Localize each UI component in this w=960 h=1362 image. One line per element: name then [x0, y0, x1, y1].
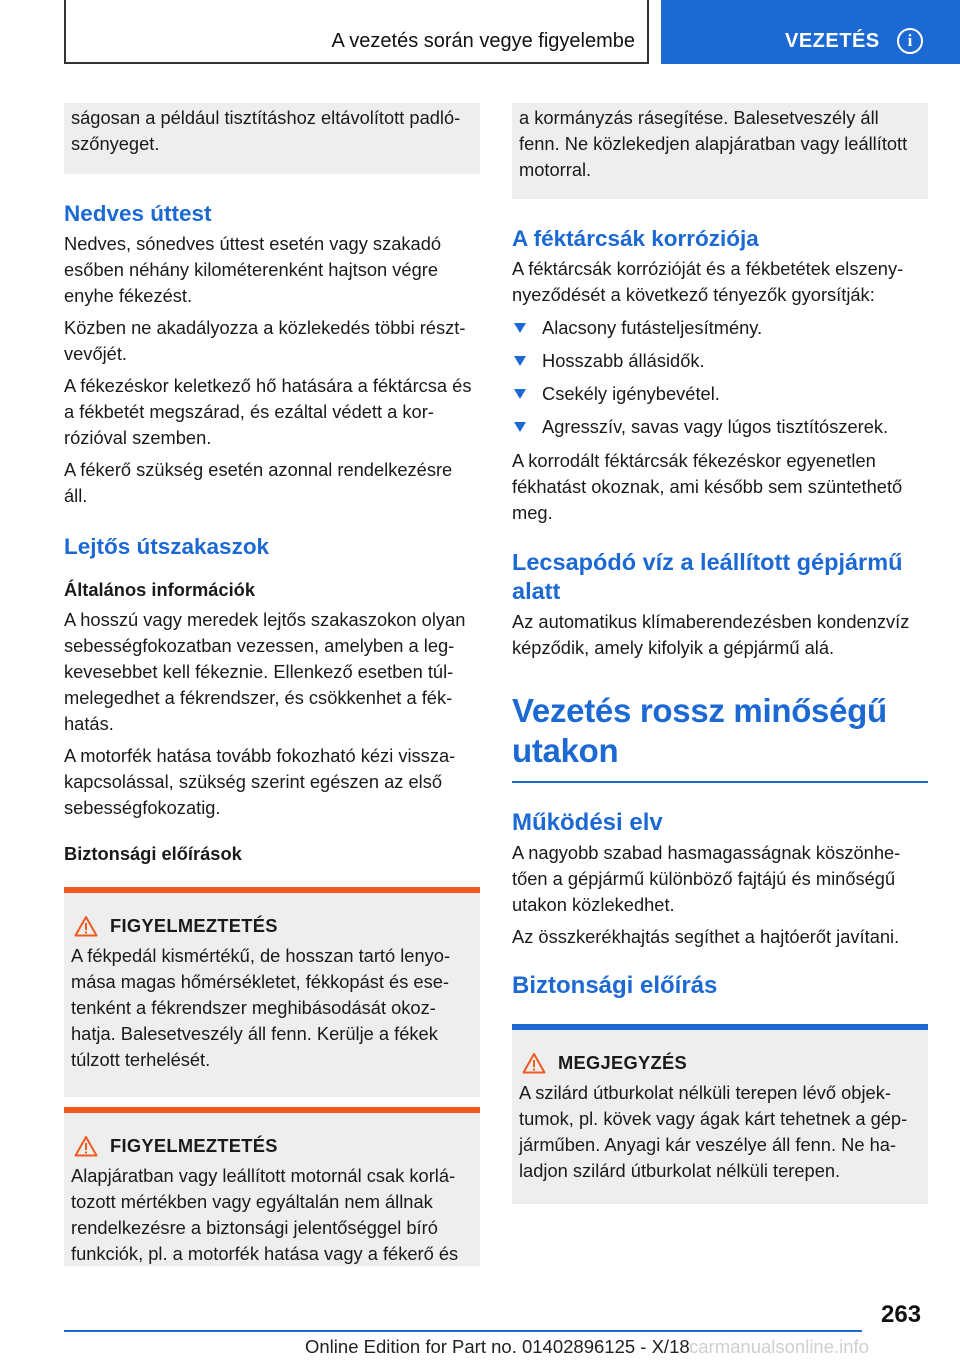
paragraph: A motorfék hatása tovább fokozható kézi visszakapcsolással, szükség szerint egészen az első sebességfokozatig.: [64, 745, 456, 818]
section-label: VEZETÉS: [785, 30, 880, 52]
header-chapter-box: [64, 0, 649, 64]
continued-warning-box: [512, 103, 928, 199]
paragraph: Nedves, sónedves úttest esetén vagy szakadó esőben néhány kilométerenként hajtson végre enyhe fékezést.: [64, 233, 442, 306]
paragraph: Közben ne akadályozza a közlekedés többi résztvevőjét.: [64, 317, 466, 364]
principle-heading: Működési elv: [512, 809, 663, 836]
paragraph: A féktárcsák korrózióját és a fékbetétek elszenynyeződését a következő tényezők gyorsítják:: [512, 258, 904, 305]
list-item: Hosszabb állásidők.: [512, 348, 928, 374]
paragraph: Az automatikus klímaberendezésben kondenzvíz képződik, amely kifolyik a gépjármű alá.: [512, 611, 910, 658]
paragraph: A fékezéskor keletkező hő hatására a féktárcsa és a fékbetét megszárad, és ezáltal védett a korrózióval szemben.: [64, 375, 472, 448]
watermark: carmanualsonline.info: [689, 1336, 869, 1357]
paragraph: A nagyobb szabad hasmagasságnak köszönhetően a gépjármű különböző fajtájú és minőségű utakon közlekedhet.: [512, 842, 901, 915]
info-icon[interactable]: i: [897, 28, 923, 54]
warning-title: FIGYELMEZTETÉS: [110, 1135, 278, 1156]
warning-box: [64, 887, 480, 1097]
paragraph: Az összkerékhajtás segíthet a hajtóerőt javítani.: [512, 926, 900, 947]
triangle-bullet-icon: [514, 422, 526, 432]
note-title: MEGJEGYZÉS: [558, 1052, 687, 1073]
warning-triangle-icon: [522, 1052, 546, 1074]
note-box: [512, 1024, 928, 1204]
triangle-bullet-icon: [514, 323, 526, 333]
paragraph: A hosszú vagy meredek lejtős szakaszokon olyan sebességfokozatban vezessen, amelyben a legkevesebbet kell fékeznie. Ellenkező esetben túlmelegedhet a fékrendszer, és csökkenhet a fékhatás.: [64, 609, 466, 734]
page-number: 263: [881, 1301, 922, 1328]
general-info-subheading: Általános információk: [64, 579, 255, 600]
chapter-title: A vezetés során vegye figyelembe: [331, 30, 635, 52]
continued-warning-text: a kormányzás rásegítése. Balesetveszély áll fenn. Ne közlekedjen alapjáratban vagy leállított motorral.: [519, 107, 908, 180]
paragraph: A korrodált féktárcsák fékezéskor egyenetlen fékhatást okoznak, ami később sem szüntethető meg.: [512, 450, 903, 523]
continued-warning-box: [64, 103, 480, 174]
safety-rules-subheading: Biztonsági előírások: [64, 843, 242, 864]
list-item: Alacsony futásteljesítmény.: [512, 315, 928, 341]
brake-disc-corrosion-heading: A féktárcsák korróziója: [512, 226, 759, 251]
bad-roads-chapter-heading: Vezetés rossz minőségű utakon: [512, 692, 887, 769]
condensation-heading: Lecsapódó víz a leállított gépjármű alatt: [512, 549, 903, 604]
list-item: Csekély igénybevétel.: [512, 381, 928, 407]
warning-text: Alapjáratban vagy leállított motornál csak korlátozott mértékben vagy egyáltalán nem állnak rendelkezésre a biztonsági jelentőséggel bíró funkciók, pl. a motorfék hatása vagy a fékerő és: [71, 1165, 459, 1264]
chapter-divider: [512, 781, 928, 783]
warning-triangle-icon: [74, 1135, 98, 1157]
right-column: [512, 103, 928, 1204]
warning-title: FIGYELMEZTETÉS: [110, 915, 278, 936]
warning-triangle-icon: [74, 915, 98, 937]
header-section-tab[interactable]: [661, 0, 960, 64]
warning-text: A fékpedál kismértékű, de hosszan tartó lenyomása magas hőmérsékletet, fékkopást és esetenként a fékrendszer meghibásodását okozhatja. Balesetveszély áll fenn. Kerülje a fékek túlzott terhelését.: [71, 945, 451, 1070]
safety-rule-heading: Biztonsági előírás: [512, 972, 718, 999]
paragraph: A fékerő szükség esetén azonnal rendelkezésre áll.: [64, 459, 453, 506]
note-text: A szilárd útburkolat nélküli terepen lévő objektumok, pl. kövek vagy ágak kárt tehetnek a gépjárműben. Anyagi kár veszélye áll fenn. Ne haladjon szilárd útburkolat nélküli terepen.: [519, 1082, 908, 1181]
triangle-bullet-icon: [514, 389, 526, 399]
triangle-bullet-icon: [514, 356, 526, 366]
footer-divider: [64, 1330, 862, 1332]
list-item: Agresszív, savas vagy lúgos tisztítószerek.: [512, 414, 928, 440]
continued-warning-text: ságosan a például tisztításhoz eltávolított padlószőnyeget.: [71, 107, 461, 154]
downhill-heading: Lejtős útszakaszok: [64, 534, 270, 559]
wet-road-heading: Nedves úttest: [64, 201, 212, 226]
left-column: [64, 103, 480, 1266]
corrosion-factor-list: [512, 315, 928, 440]
warning-box: [64, 1107, 480, 1266]
edition-footer: Online Edition for Part no. 01402896125 - X/18: [305, 1336, 690, 1357]
